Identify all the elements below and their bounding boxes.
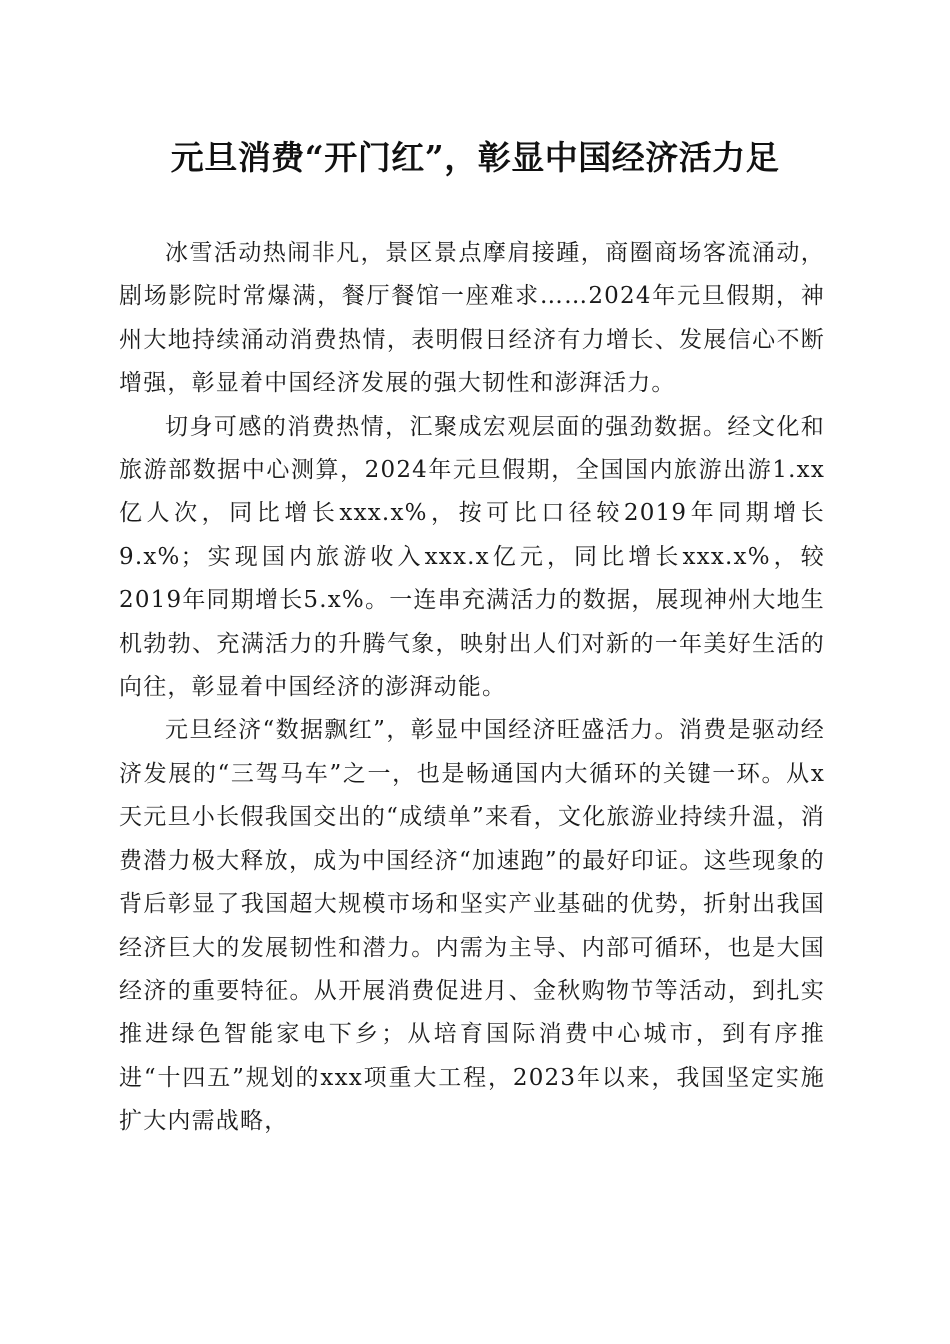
paragraph-3: 元旦经济“数据飘红”，彰显中国经济旺盛活力。消费是驱动经济发展的“三驾马车”之一，也是畅通国内大循环的关键一环。从x天元旦小长假我国交出的“成绩单”来看，文化旅游业持续升温，消费潜力极大释放，成为中国经济“加速跑”的最好印证。这些现象的背后彰显了我国超大规模市场和坚实产业基础的优势，折射出我国经济巨大的发展韧性和潜力。内需为主导、内部可循环，也是大国经济的重要特征。从开展消费促进月、金秋购物节等活动，到扎实推进绿色智能家电下乡；从培育国际消费中心城市，到有序推进“十四五”规划的xxx项重大工程，2023年以来，我国坚定实施扩大内需战略， xyxy=(119,717,825,1135)
document-title: 元旦消费“开门红”，彰显中国经济活力足 xyxy=(170,138,780,177)
paragraph-1: 冰雪活动热闹非凡，景区景点摩肩接踵，商圈商场客流涌动，剧场影院时常爆满，餐厅餐馆一座难求……2024年元旦假期，神州大地持续涌动消费热情，表明假日经济有力增长、发展信心不断增强，彰显着中国经济发展的强大韧性和澎湃活力。 xyxy=(119,240,825,397)
paragraph-2: 切身可感的消费热情，汇聚成宏观层面的强劲数据。经文化和旅游部数据中心测算，2024年元旦假期，全国国内旅游出游1.xx亿人次，同比增长xxx.x%，按可比口径较2019年同期增长9.x%；实现国内旅游收入xxx.x亿元，同比增长xxx.x%，较2019年同期增长5.x%。一连串充满活力的数据，展现神州大地生机勃勃、充满活力的升腾气象，映射出人们对新的一年美好生活的向往，彰显着中国经济的澎湃动能。 xyxy=(119,413,825,701)
document-body xyxy=(119,232,825,1144)
